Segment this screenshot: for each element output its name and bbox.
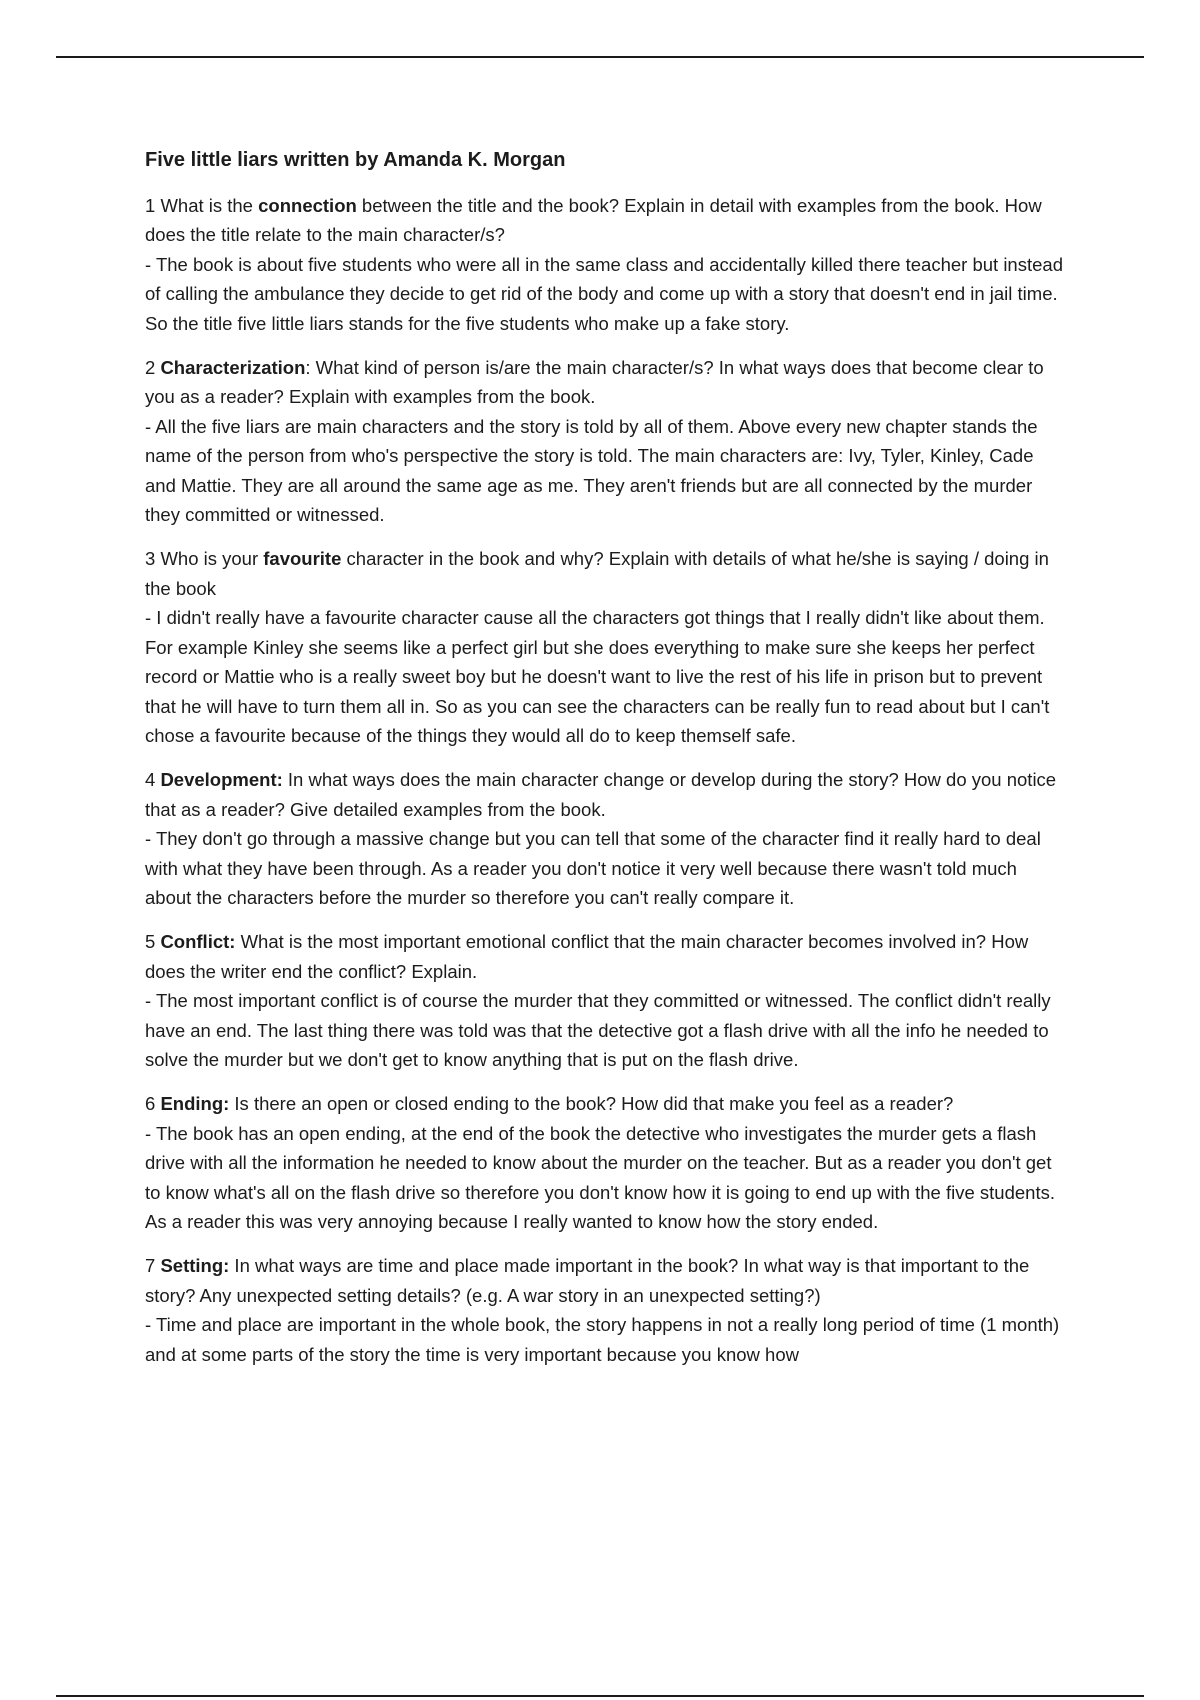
question-section-7 <box>145 1251 1065 1369</box>
question-section-4 <box>145 765 1065 912</box>
question-section-3 <box>145 544 1065 750</box>
document-body <box>145 146 1065 1384</box>
question-suffix: character in the book and why? Explain with details of what he/she is saying / doing in the book <box>145 548 1049 599</box>
question-text <box>145 1251 1065 1310</box>
answer-text: - The most important conflict is of course the murder that they committed or witnessed. The conflict didn't really have an end. The last thing there was told was that the detective got a flash drive with all the info he needed to solve the murder but we don't get to know anything that is put on the flash drive. <box>145 990 1051 1070</box>
question-section-2 <box>145 353 1065 529</box>
question-number: 4 <box>145 769 156 791</box>
question-text <box>145 353 1065 412</box>
question-text <box>145 927 1065 986</box>
question-number: 5 <box>145 931 156 953</box>
question-section-5 <box>145 927 1065 1074</box>
answer-text: - Time and place are important in the whole book, the story happens in not a really long period of time (1 month) and at some parts of the story the time is very important because you know how <box>145 1314 1060 1365</box>
bottom-rule <box>56 1695 1144 1697</box>
answer-text: - The book is about five students who were all in the same class and accidentally killed there teacher but instead of calling the ambulance they decide to get rid of the body and come up with a story that doesn't end in jail time. So the title five little liars stands for the five students who make up a fake story. <box>145 253 1063 334</box>
question-number: 2 <box>145 357 156 379</box>
question-keyword: Characterization <box>160 357 306 379</box>
question-keyword: Ending: <box>160 1093 230 1115</box>
question-keyword: Setting: <box>160 1255 230 1277</box>
answer-text: - The book has an open ending, at the end of the book the detective who investigates the murder gets a flash drive with all the information he needed to know about the murder on the teacher. But as a reader you don't get to know what's all on the flash drive so therefore you don't know how it is going to end up with the five students. As a reader this was very annoying because I really wanted to know how the story ended. <box>145 1122 1055 1232</box>
question-prefix: Who is your <box>160 548 264 570</box>
question-suffix: What is the most important emotional conflict that the main character becomes involved in? How does the writer end the conflict? Explain. <box>145 931 1029 982</box>
question-suffix: In what ways are time and place made important in the book? In what way is that important to the story? Any unexpected setting details? (e.g. A war story in an unexpected setting?) <box>145 1255 1030 1306</box>
question-text <box>145 191 1065 250</box>
question-number: 1 <box>145 195 156 216</box>
answer-text: - I didn't really have a favourite character cause all the characters got things that I really didn't like about them. For example Kinley she seems like a perfect girl but she does everything to make sure she keeps her perfect record or Mattie who is a really sweet boy but he doesn't want to live the rest of his life in prison but to prevent that he will have to turn them all in. So as you can see the characters can be really fun to read about but I can't chose a favourite because of the things they would all do to keep themself safe. <box>145 607 1050 746</box>
top-rule <box>56 56 1144 58</box>
question-keyword: Development: <box>160 769 283 791</box>
answer-text: - All the five liars are main characters and the story is told by all of them. Above every new chapter stands the name of the person from who's perspective the story is told. The main characters are: Ivy, Tyler, Kinley, Cade and Mattie. They are all around the same age as me. They aren't friends but are all connected by the murder they committed or witnessed. <box>145 415 1038 526</box>
question-text <box>145 544 1065 603</box>
question-keyword: favourite <box>263 548 342 570</box>
question-text <box>145 765 1065 824</box>
question-suffix: In what ways does the main character change or develop during the story? How do you notice that as a reader? Give detailed examples from the book. <box>145 769 1057 820</box>
question-suffix: between the title and the book? Explain in detail with examples from the book. How does the title relate to the main character/s? <box>145 195 1042 246</box>
question-keyword: connection <box>258 195 357 216</box>
question-prefix: What is the <box>160 195 259 216</box>
question-number: 3 <box>145 548 156 570</box>
question-keyword: Conflict: <box>160 931 236 953</box>
question-number: 7 <box>145 1255 156 1277</box>
question-text <box>145 1089 1065 1118</box>
document-title: Five little liars written by Amanda K. Morgan <box>145 149 566 171</box>
answer-text: - They don't go through a massive change but you can tell that some of the character find it really hard to deal with what they have been through. As a reader you don't notice it very well because there wasn't told much about the characters before the murder so therefore you can't really compare it. <box>145 828 1041 908</box>
question-section-6 <box>145 1089 1065 1236</box>
question-number: 6 <box>145 1093 156 1115</box>
question-suffix: Is there an open or closed ending to the book? How did that make you feel as a reader? <box>229 1093 954 1115</box>
question-suffix: : What kind of person is/are the main character/s? In what ways does that become clear to you as a reader? Explain with examples from the book. <box>145 357 1044 408</box>
question-section-1 <box>145 191 1065 338</box>
